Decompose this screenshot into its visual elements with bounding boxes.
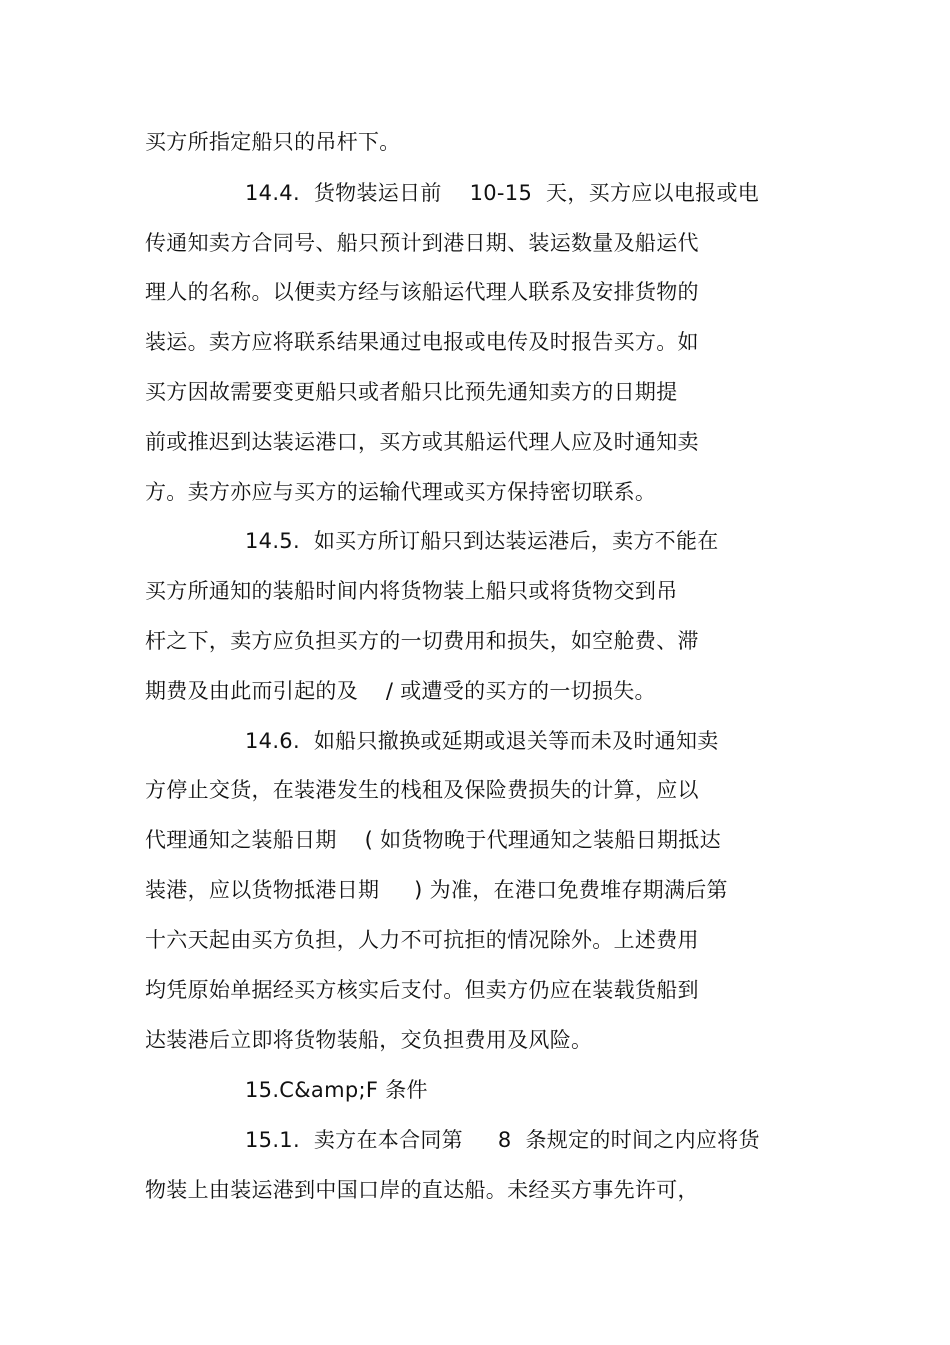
text-line: 前或推迟到达装运港口，买方或其船运代理人应及时通知卖 [145,430,699,454]
text-line: 买方因故需要变更船只或者船只比预先通知卖方的日期提 [145,380,678,404]
text-line: 均凭原始单据经买方核实后支付。但卖方仍应在装载货船到 [145,978,699,1002]
text-line: 装运。卖方应将联系结果通过电报或电传及时报告买方。如 [145,330,699,354]
text-line: 装港，应以货物抵港日期 ) 为准，在港口免费堆存期满后第 [145,878,728,902]
section-15-heading: 15.C&amp;F 条件 [245,1078,428,1102]
text-line: 方。卖方亦应与买方的运输代理或买方保持密切联系。 [145,480,657,504]
text-line: 代理通知之装船日期 ( 如货物晚于代理通知之装船日期抵达 [145,828,721,852]
text-line: 买方所指定船只的吊杆下。 [145,130,401,154]
text-line: 理人的名称。以便卖方经与该船运代理人联系及安排货物的 [145,280,699,304]
clause-14-5-line: 14.5. 如买方所订船只到达装运港后，卖方不能在 [245,529,719,553]
text-line: 买方所通知的装船时间内将货物装上船只或将货物交到吊 [145,579,678,603]
clause-15-1-line: 15.1. 卖方在本合同第 8 条规定的时间之内应将货 [245,1128,760,1152]
text-line: 十六天起由买方负担，人力不可抗拒的情况除外。上述费用 [145,928,699,952]
clause-14-6-line: 14.6. 如船只撤换或延期或退关等而未及时通知卖 [245,729,719,753]
text-line: 方停止交货，在装港发生的栈租及保险费损失的计算，应以 [145,778,699,802]
text-line: 达装港后立即将货物装船，交负担费用及风险。 [145,1028,593,1052]
clause-14-4-line: 14.4. 货物装运日前 10-15 天，买方应以电报或电 [245,181,760,205]
text-line: 传通知卖方合同号、船只预计到港日期、装运数量及船运代 [145,231,699,255]
text-line: 物装上由装运港到中国口岸的直达船。未经买方事先许可， [145,1178,699,1202]
text-line: 期费及由此而引起的及 / 或遭受的买方的一切损失。 [145,679,656,703]
text-line: 杆之下，卖方应负担买方的一切费用和损失，如空舱费、滞 [145,629,699,653]
